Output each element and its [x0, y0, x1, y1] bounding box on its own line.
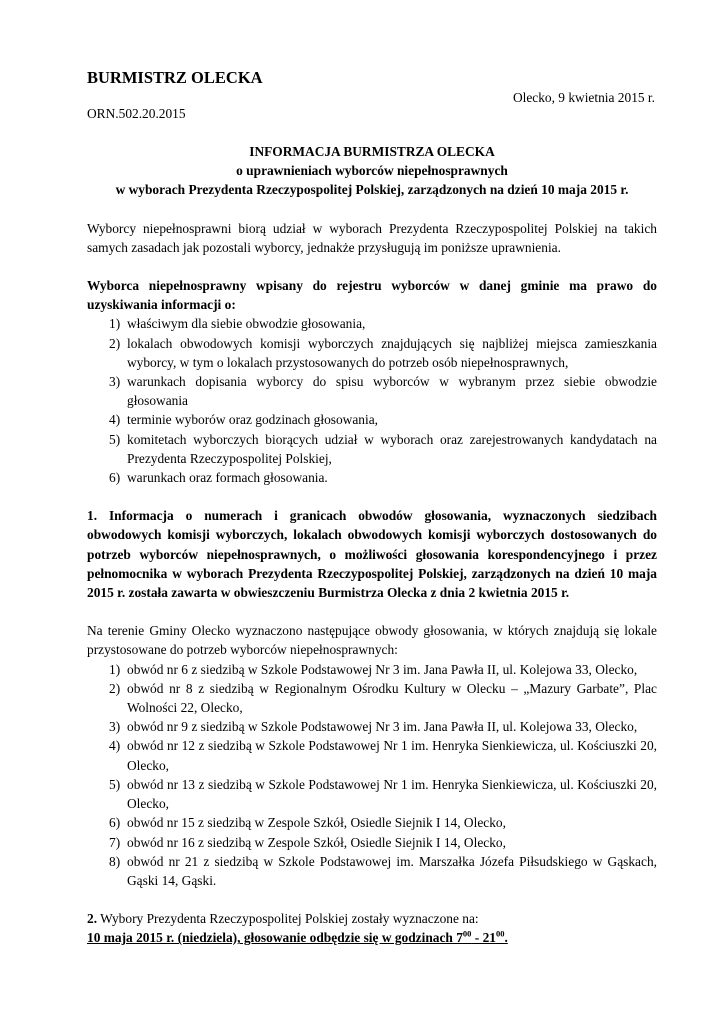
list-item: 6) obwód nr 15 z siedzibą w Zespole Szkół, Osiedle Siejnik I 14, Olecko, — [109, 815, 506, 831]
list-item: 5) komitetach wyborczych biorących udział w wyborach oraz zarejestrowanych kandydatach na Prezydenta Rzeczypospolitej Polskiej, — [109, 431, 657, 466]
issuer-title: BURMISTRZ OLECKA — [87, 68, 263, 87]
list-item: 4) obwód nr 12 z siedzibą w Szkole Podstawowej Nr 1 im. Henryka Sienkiewicza, ul. Kościuszki 20, Olecko, — [109, 738, 657, 773]
heading-line-3: w wyborach Prezydenta Rzeczypospolitej Polskiej, zarządzonych na dzień 10 maja 2015 r. — [115, 182, 629, 198]
list-item: 3) warunkach dopisania wyborcy do spisu wyborców w wybranym przez siebie obwodzie głosowania — [109, 374, 657, 409]
list-item: 7) obwód nr 16 z siedzibą w Zespole Szkół, Osiedle Siejnik I 14, Olecko, — [109, 834, 506, 850]
list-item: 1) właściwym dla siebie obwodzie głosowania, — [109, 316, 366, 332]
list-item: 2) lokalach obwodowych komisji wyborczych znajdujących się najbliżej miejsca zamieszkania wyborcy, w tym o lokalach przystosowanych do potrzeb osób niepełnosprawnych, — [109, 335, 657, 370]
document-body — [87, 142, 657, 948]
districts-lead: Na terenie Gminy Olecko wyznaczono następujące obwody głosowania, w których znajdują się lokale przystosowane do potrzeb wyborców niepełnosprawnych: — [87, 623, 657, 658]
list-item: 6) warunkach oraz formach głosowania. — [109, 470, 328, 486]
rights-list — [87, 314, 657, 487]
list-item: 3) obwód nr 9 z siedzibą w Szkole Podstawowej Nr 3 im. Jana Pawła II, ul. Kolejowa 33, Olecko, — [109, 719, 638, 735]
heading-line-2: o uprawnieniach wyborców niepełnosprawnych — [236, 163, 508, 179]
list-item: 1) obwód nr 6 z siedzibą w Szkole Podstawowej Nr 3 im. Jana Pawła II, ul. Kolejowa 33, Olecko, — [109, 661, 638, 677]
document-date: Olecko, 9 kwietnia 2015 r. — [512, 90, 655, 105]
list-item: 8) obwód nr 21 z siedzibą w Szkole Podstawowej im. Marszałka Józefa Piłsudskiego w Gąskach, Gąski 14, Gąski. — [109, 853, 657, 888]
section-1-paragraph: 1. Informacja o numerach i granicach obwodów głosowania, wyznaczonych siedzibach obwodowych komisji wyborczych, lokalach obwodowych komisji wyborczych dostosowanych do potrzeb wyborców niepełnosprawnych, o możliwości głosowania korespondencyjnego i przez pełnomocnika w wyborach Prezydenta Rzeczypospolitej Polskiej, zarządzonych na dzień 10 maja 2015 r. została zawarta w obwieszczeniu Burmistrza Olecka z dnia 2 kwietnia 2015 r. — [87, 508, 657, 601]
list-item: 4) terminie wyborów oraz godzinach głosowania, — [109, 412, 378, 428]
rights-lead: Wyborca niepełnosprawny wpisany do rejestru wyborców w danej gminie ma prawo do uzyskiwania informacji o: — [87, 278, 657, 313]
section-2-paragraph: 2. Wybory Prezydenta Rzeczypospolitej Polskiej zostały wyznaczone na: — [87, 911, 479, 927]
intro-paragraph: Wyborcy niepełnosprawni biorą udział w wyborach Prezydenta Rzeczypospolitej Polskiej na takich samych zasadach jak pozostali wyborcy, jednakże przysługują im poniższe uprawnienia. — [87, 220, 657, 255]
list-item: 2) obwód nr 8 z siedzibą w Regionalnym Ośrodku Kultury w Olecku – „Mazury Garbate”, Plac Wolności 22, Olecko, — [109, 680, 657, 716]
list-item: 5) obwód nr 13 z siedzibą w Szkole Podstawowej Nr 1 im. Henryka Sienkiewicza, ul. Kościuszki 20, Olecko, — [109, 776, 657, 812]
election-date-line: 10 maja 2015 r. (niedziela), głosowanie odbędzie się w godzinach $7^{00} - 21^{00}$. — [87, 928, 508, 946]
districts-list — [87, 660, 657, 890]
reference-number: ORN.502.20.2015 — [87, 106, 186, 121]
heading-line-1: INFORMACJA BURMISTRZA OLECKA — [249, 144, 495, 159]
